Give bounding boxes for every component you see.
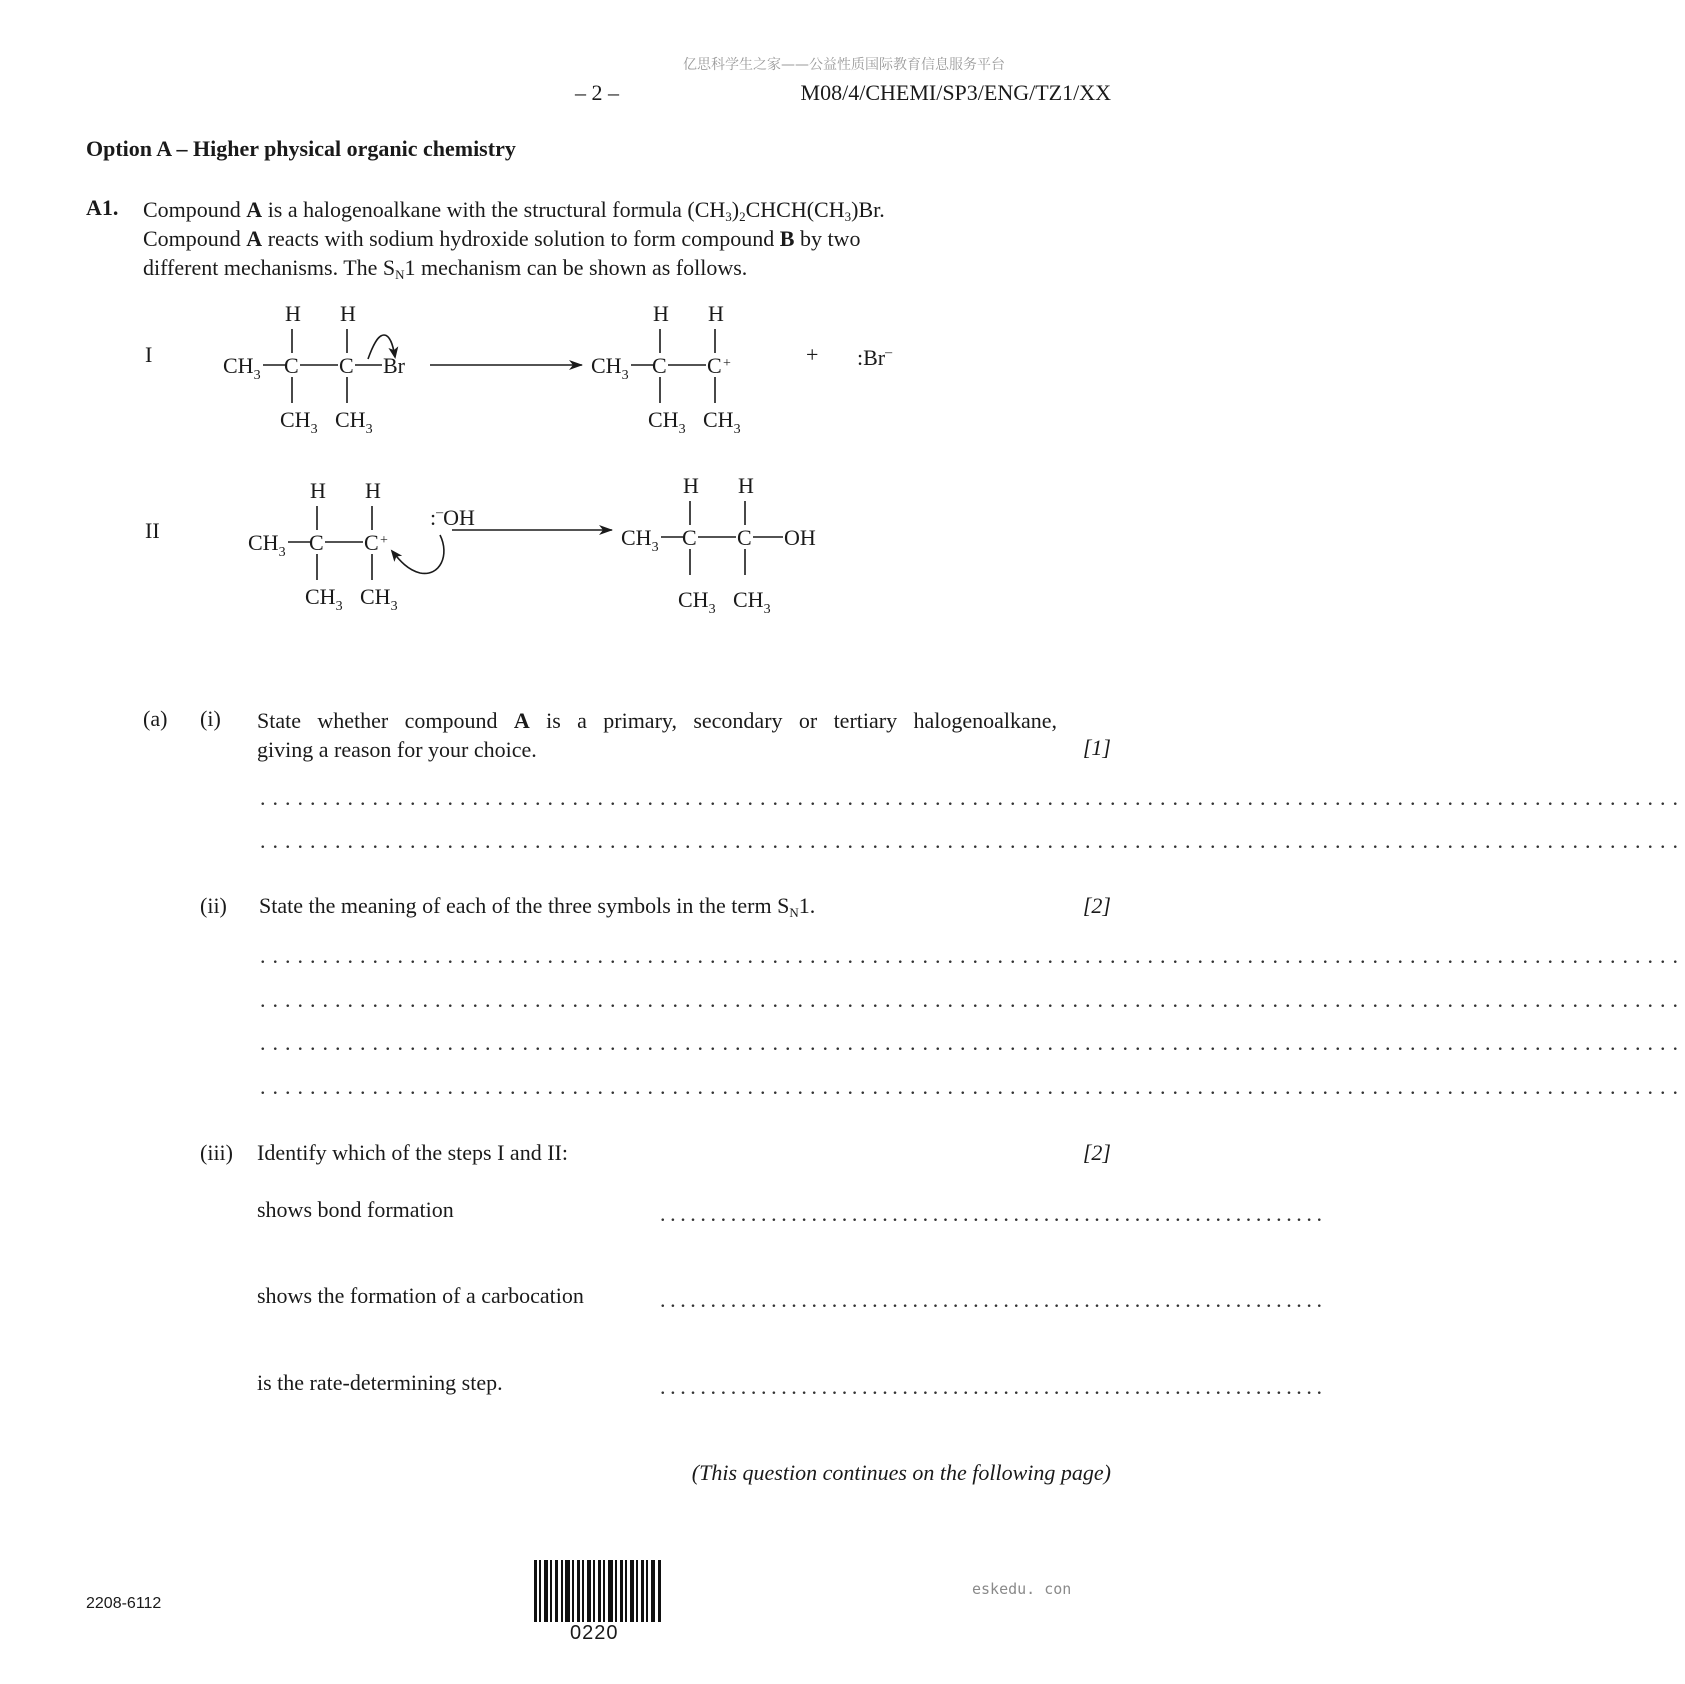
part-ii-mark: [2] [1082,893,1111,918]
section-title: Option A – Higher physical organic chemistry [86,136,516,161]
part-ii-text: State the meaning of each of the three symbols in the term $S_N1$. [259,893,816,920]
answer-field-carbocation[interactable]: .................................................................. [660,1287,1327,1312]
page-number: – 2 – [575,80,619,105]
barcode [534,1560,664,1622]
svg-text:H: H [708,301,724,326]
part-a-label: (a) [143,706,168,731]
step-i-reactant [223,301,406,437]
footer-code: 2208-6112 [86,1595,162,1612]
part-iii-text: Identify which of the steps I and II: [257,1140,568,1165]
svg-text:CH3: $CH_3$ [305,584,343,614]
svg-text:CH3: $CH_3$ [335,407,373,437]
svg-text:H: H [683,473,699,498]
part-i-text: State whether compound A is a primary, secondary or tertiary halogenoalkane, giving a reason for your choice. [257,708,1058,762]
answer-line[interactable]: .................................................................................................................. [260,828,1685,853]
svg-text:CH3: $CH_3$ [360,584,398,614]
part-iii-label: (iii) [200,1140,233,1165]
question-intro: Compound A is a halogenoalkane with the structural formula $(CH_3)_2CHCH(CH_3)Br$. Compound A reacts with sodium hydroxide solution to form compound B by two different mechanisms. The $S_N1$ mechanism can be shown as follows. [143,197,885,282]
part-iii-mark: [2] [1082,1140,1111,1165]
svg-text:C: C [707,353,722,378]
svg-text:OH: OH [784,525,816,550]
svg-text:H: H [340,301,356,326]
paper-code: M08/4/CHEMI/SP3/ENG/TZ1/XX [800,80,1111,105]
barcode-number: 0220 [570,1622,619,1644]
svg-text:H: H [310,478,326,503]
answer-line[interactable]: .................................................................................................................. [260,785,1685,810]
svg-text:CH3: $CH_3$ [621,525,659,555]
sn1-mechanism-diagram [130,301,930,655]
step-ii-product [621,473,816,617]
svg-text:Br: Br [383,353,405,378]
svg-text:C: C [284,353,299,378]
iii-item-bond-formation: shows bond formation [257,1197,454,1222]
answer-field-rate-determining[interactable]: .................................................................. [660,1374,1327,1399]
svg-text:C: C [652,353,667,378]
svg-text:H: H [365,478,381,503]
answer-line[interactable]: .................................................................................................................. [260,1030,1685,1055]
step-label-i: I [145,342,153,367]
question-number: A1. [86,195,119,220]
svg-text:H: H [738,473,754,498]
iii-item-rate-determining: is the rate-determining step. [257,1370,503,1395]
svg-text:H: H [653,301,669,326]
iii-item-carbocation: shows the formation of a carbocation [257,1283,584,1308]
answer-line[interactable]: .................................................................................................................. [260,987,1685,1012]
plus-sign: + [806,342,819,367]
svg-text:C: C [364,530,379,555]
svg-text:+: + [723,356,731,371]
answer-line[interactable]: .................................................................................................................. [260,943,1685,968]
part-i-mark: [1] [1082,735,1111,760]
answer-line[interactable]: .................................................................................................................. [260,1074,1685,1099]
part-i-label: (i) [200,706,221,731]
footer-site: eskedu. con [972,1580,1072,1598]
svg-text:+: + [380,533,388,548]
svg-text:CH3: $CH_3$ [648,407,686,437]
watermark: 亿思科学生之家——公益性质国际教育信息服务平台 [683,57,1005,73]
svg-text:CH3: $CH_3$ [591,353,629,383]
continue-note: (This question continues on the following page) [691,1460,1111,1485]
svg-text:H: H [285,301,301,326]
svg-text:C: C [309,530,324,555]
svg-text:CH3: $CH_3$ [678,587,716,617]
svg-text:C: C [737,525,752,550]
step-label-ii: II [145,518,160,543]
svg-text:C: C [339,353,354,378]
svg-text:C: C [682,525,697,550]
answer-field-bond-formation[interactable]: .................................................................. [660,1201,1327,1226]
svg-text:CH3: $CH_3$ [248,530,286,560]
svg-text:CH3: $CH_3$ [280,407,318,437]
bromide-ion: :Br– [857,345,893,370]
step-i-product [591,301,741,437]
svg-text:CH3: $CH_3$ [703,407,741,437]
svg-text:CH3: $CH_3$ [223,353,261,383]
step-ii-reactant [248,478,444,614]
part-ii-label: (ii) [200,893,227,918]
svg-text:CH3: $CH_3$ [733,587,771,617]
hydroxide-ion: :–OH [430,505,475,530]
